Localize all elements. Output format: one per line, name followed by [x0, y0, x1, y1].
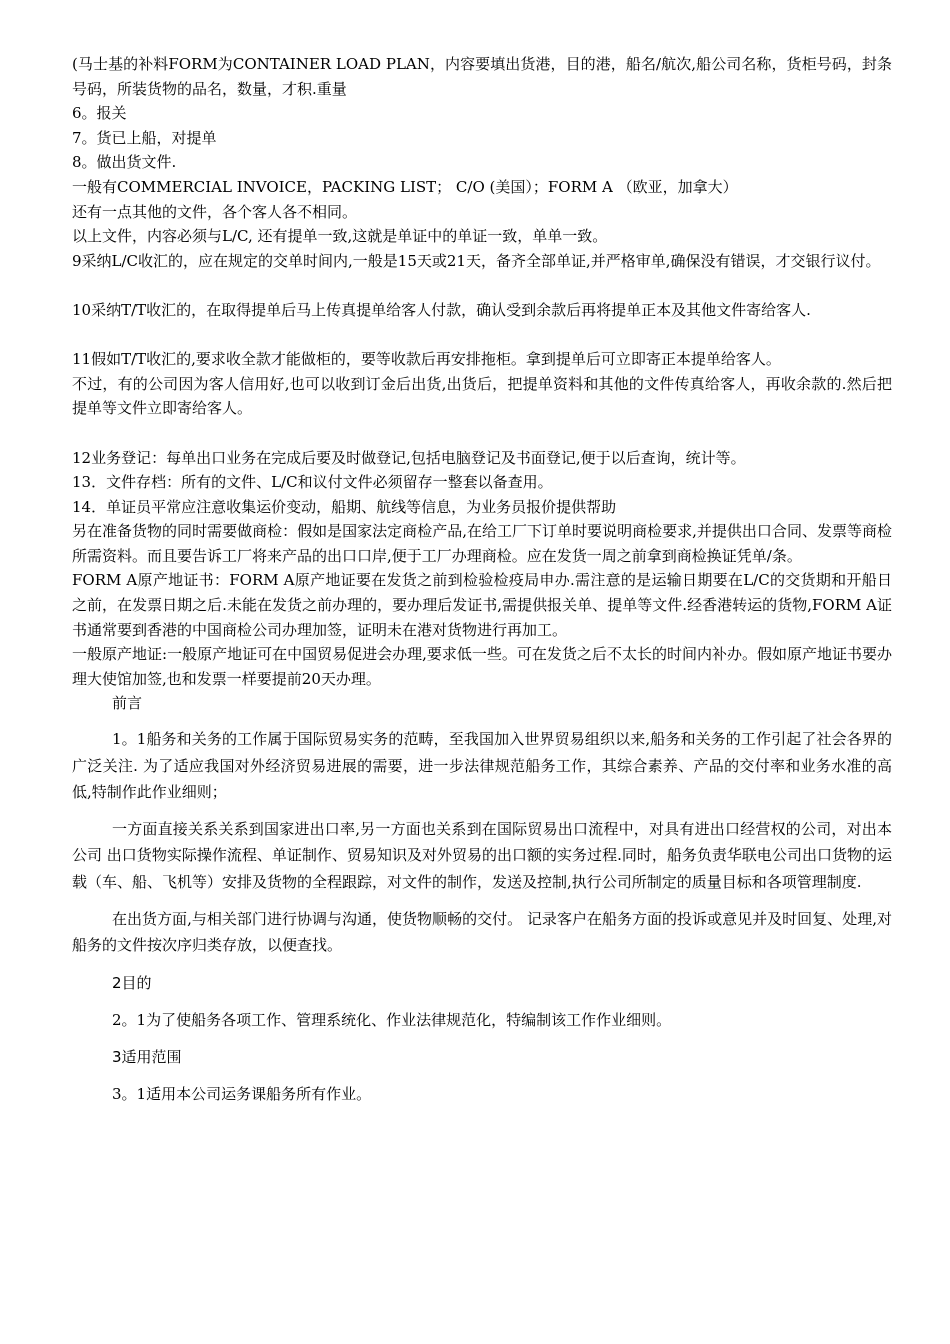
- document-consistency-line: 以上文件，内容必须与L/C, 还有提单一致,这就是单证中的单证一致，单单一致。: [72, 227, 608, 246]
- step-7-bill-of-lading: 7。货已上船，对提单: [72, 128, 217, 147]
- step-9-lc-collection: 9采纳L/C收汇的，应在规定的交单时间内,一般是15天或21天，备齐全部单证,并严格审单,确保没有错误，才交银行议付。: [72, 251, 881, 270]
- general-certificate-of-origin-paragraph: 一般原产地证:一般原产地证可在中国贸易促进会办理,要求低一些。可在发货之后不太长的时间内补办。假如原产地证书要办理大使馆加签,也和发票一样要提前20天办理。: [72, 645, 892, 688]
- step-11-tt-full-payment: 11假如T/T收汇的,要求收全款才能做柜的，要等收款后再安排拖柜。拿到提单后可立即寄正本提单给客人。: [72, 350, 781, 369]
- preface-paragraph-2: 一方面直接关系关系到国家进出口率,另一方面也关系到在国际贸易出口流程中，对具有进出口经营权的公司，对出本公司 出口货物实际操作流程、单证制作、贸易知识及对外贸易的出口额的实务过程.同时，船务负责华联电公司出口货物的运载（车、船、飞机等）安排及货物的全程跟踪，对文件的制作，发送及控制,执行公司所制定的质量目标和各项管理制度.: [72, 819, 892, 891]
- preface-heading: 前言: [112, 694, 143, 713]
- deposit-shipment-note: 不过，有的公司因为客人信用好,也可以收到订金后出货,出货后，把提单资料和其他的文件传真给客人，再收余款的.然后把提单等文件立即寄给客人。: [72, 374, 892, 418]
- step-13-document-archiving: 13．文件存档：所有的文件、L/C和议付文件必须留存一整套以备查用。: [72, 473, 553, 492]
- commodity-inspection-paragraph: 另在准备货物的同时需要做商检：假如是国家法定商检产品,在给工厂下订单时要说明商检要求,并提供出口合同、发票等商检所需资料。而且要告诉工厂将来产品的出口口岸,便于工厂办理商检。应在发货一周之前拿到商检换证凭单/条。: [72, 522, 892, 565]
- section-2-1: 2。1为了使船务各项工作、管理系统化、作业法律规范化，特编制该工作作业细则。: [112, 1010, 672, 1029]
- other-documents-line: 还有一点其他的文件，各个客人各不相同。: [72, 202, 358, 221]
- step-10-tt-collection: 10采纳T/T收汇的，在取得提单后马上传真提单给客人付款，确认受到余款后再将提单正本及其他文件寄给客人.: [72, 300, 811, 319]
- step-8-shipping-documents: 8。做出货文件.: [72, 153, 177, 172]
- blank-line: [72, 421, 892, 446]
- preface-paragraph-3: 在出货方面,与相关部门进行协调与沟通，使货物顺畅的交付。 记录客户在船务方面的投诉或意见并及时回复、处理,对船务的文件按次序归类存放，以便查找。: [72, 909, 892, 955]
- blank-line: [72, 323, 892, 348]
- section-3-1: 3。1适用本公司运务课船务所有作业。: [112, 1084, 372, 1103]
- step-12-business-registration: 12业务登记：每单出口业务在完成后要及时做登记,包括电脑登记及书面登记,便于以后查询，统计等。: [72, 448, 746, 467]
- step-6-customs: 6。报关: [72, 104, 127, 123]
- section-3-heading: 3适用范围: [112, 1047, 182, 1066]
- section-2-heading: 2目的: [112, 973, 152, 992]
- document-types-line: 一般有COMMERCIAL INVOICE，PACKING LIST； C/O (美国）；FORM A （欧亚，加拿大）: [72, 177, 738, 196]
- form-a-certificate-paragraph: FORM A原产地证书：FORM A原产地证要在发货之前到检验检疫局申办.需注意的是运输日期要在L/C的交货期和开船日之前，在发票日期之后.未能在发货之前办理的，要办理后发证书,需提供报关单、提单等文件.经香港转运的货物,FORM A证书通常要到香港的中国商检公司办理加签，证明未在港对货物进行再加工。: [72, 571, 892, 639]
- document-page: [72, 52, 892, 1107]
- blank-line: [72, 273, 892, 298]
- step-14-freight-info: 14．单证员平常应注意收集运价变动，船期、航线等信息，为业务员报价提供帮助: [72, 497, 617, 516]
- preface-paragraph-1: 1。1船务和关务的工作属于国际贸易实务的范畴，至我国加入世界贸易组织以来,船务和关务的工作引起了社会各界的广泛关注. 为了适应我国对外经济贸易进展的需要，进一步法律规范船务工作，其综合素养、产品的交付率和业务水准的高低,特制作此作业细则；: [72, 730, 892, 802]
- paragraph-maersk-booking-note: (马士基的补料FORM为CONTAINER LOAD PLAN，内容要填出货港，目的港，船名/航次,船公司名称，货柜号码，封条号码，所装货物的品名，数量，才积.重量: [72, 55, 892, 98]
